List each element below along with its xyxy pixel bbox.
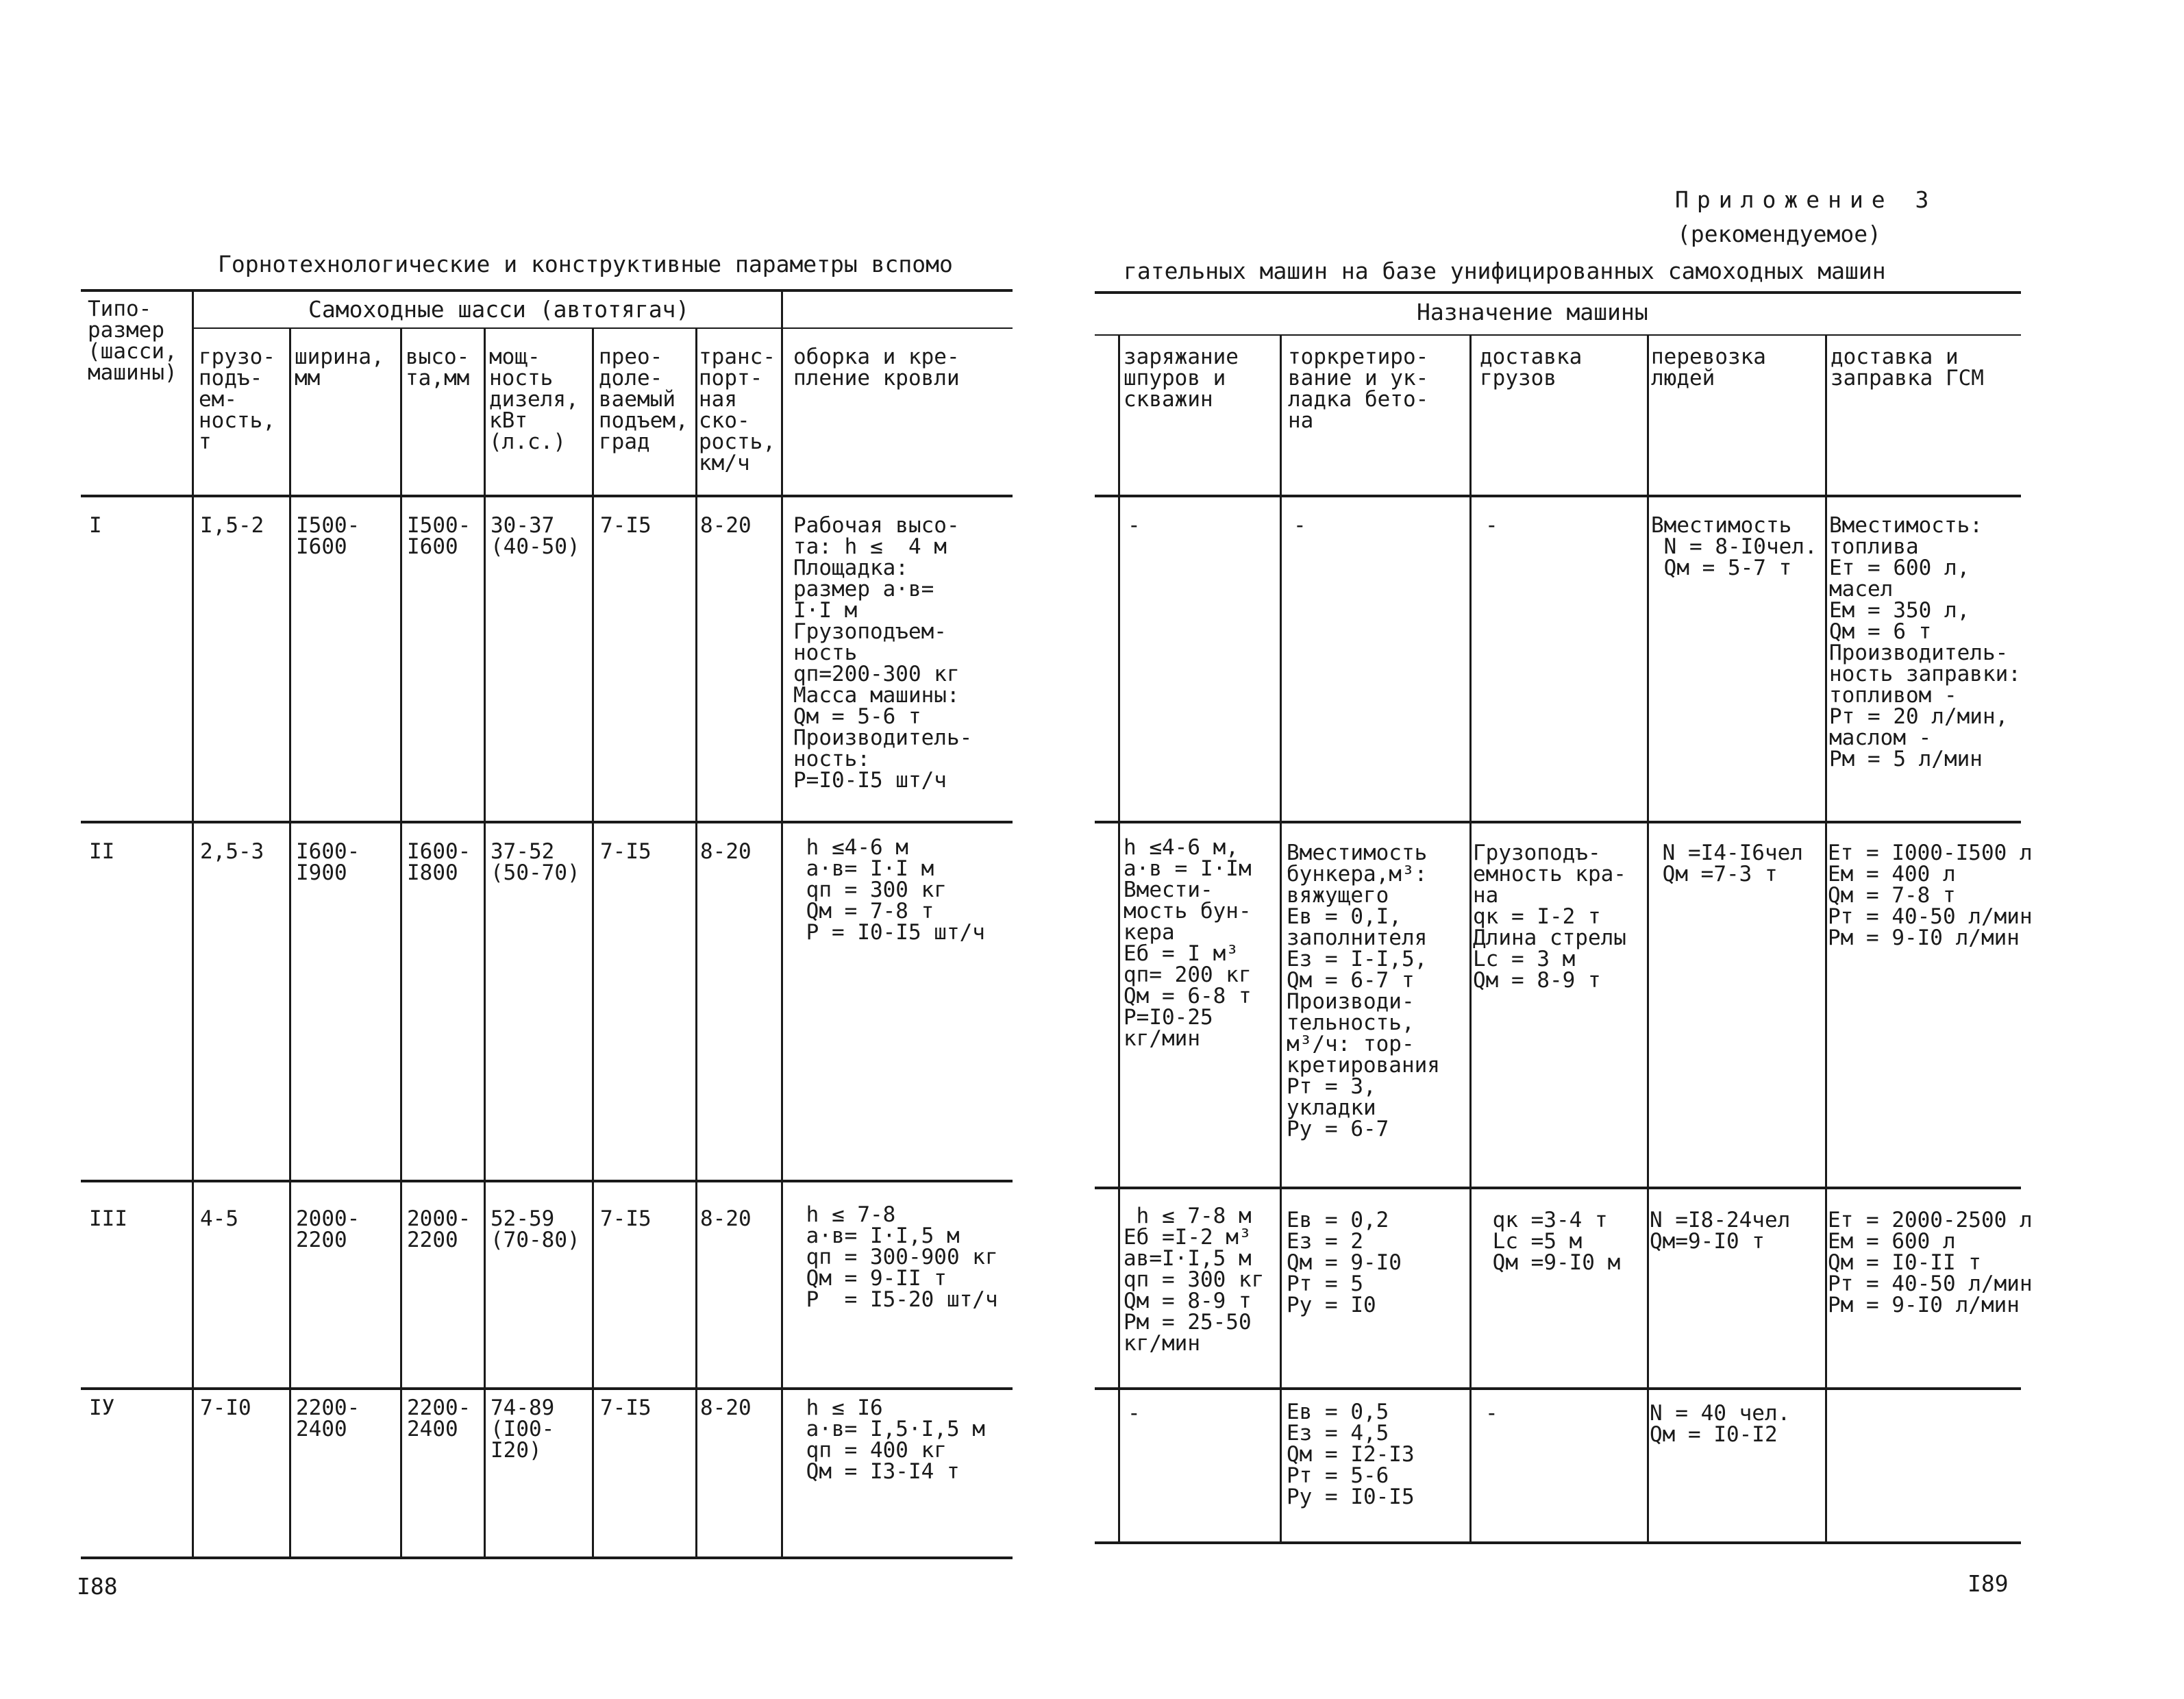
row2-width: I600- I900	[296, 839, 360, 885]
r-row4-cargo: -	[1485, 1401, 1498, 1426]
row4-roof: h ≤ I6 a·в= I,5·I,5 м qп = 400 кг Qм = I3-I4 т	[806, 1396, 985, 1484]
r-row4-shotcrete: Eв = 0,5 Eз = 4,5 Qм = I2-I3 Pт = 5-6 Pу = I0-I5	[1287, 1400, 1415, 1509]
header-grade: прео- доле- ваемый подъем, град	[599, 345, 688, 454]
header-shotcrete: торкретиро- вание и ук- ладка бето- на	[1288, 345, 1429, 433]
row3-size: III	[89, 1206, 127, 1231]
header-power: мощ- ность дизеля, кВт (л.с.)	[489, 345, 579, 454]
left-group-header: Самоходные шасси (автотягач)	[308, 296, 690, 323]
page-number-right: I89	[1968, 1570, 2009, 1597]
row4-width: 2200- 2400	[296, 1396, 360, 1441]
r-row2-people: N =I4-I6чел Qм =7-3 т	[1662, 841, 1803, 886]
row1-height: I500- I600	[407, 513, 471, 559]
row3-height: 2000- 2200	[407, 1206, 471, 1252]
row3-width: 2000- 2200	[296, 1206, 360, 1252]
r-row2-shotcrete: Вместимость бункера,м³: вяжущего Eв = 0,I, заполнителя Eз = I-I,5, Qм = 6-7 т Производи- тельность, м³/ч: тор- кретирования Pт = 3, укладки Pу = 6-7	[1287, 841, 1440, 1141]
row4-height: 2200- 2400	[407, 1396, 471, 1441]
r-row2-fuel: Eт = I000-I500 л Eм = 400 л Qм = 7-8 т Pт = 40-50 л/мин Pм = 9-I0 л/мин	[1828, 841, 2033, 950]
r-row1-shotcrete: -	[1293, 513, 1306, 538]
caption-right: гательных машин на базе унифицированных самоходных машин	[1124, 258, 1886, 284]
row3-speed: 8-20	[700, 1206, 752, 1231]
row4-size: IУ	[89, 1396, 115, 1420]
appendix-subtitle: (рекомендуемое)	[1677, 221, 1882, 247]
row1-speed: 8-20	[700, 513, 752, 538]
appendix-title: Приложение 3	[1675, 186, 1937, 213]
header-width: ширина, мм	[295, 345, 384, 390]
row2-speed: 8-20	[700, 839, 752, 864]
r-row3-shotcrete: Eв = 0,2 Eз = 2 Qм = 9-I0 Pт = 5 Pу = I0	[1287, 1208, 1402, 1317]
header-fuel: доставка и заправка ГСМ	[1831, 345, 1984, 390]
row3-roof: h ≤ 7-8 a·в= I·I,5 м qп = 300-900 кг Qм = 9-II т P = I5-20 шт/ч	[806, 1202, 998, 1312]
row4-grade: 7-I5	[600, 1396, 652, 1420]
row2-power: 37-52 (50-70)	[491, 839, 580, 885]
header-size: Типо- размер (шасси, машины)	[88, 297, 177, 385]
header-speed: транс- порт- ная ско- рость, км/ч	[699, 345, 775, 475]
row1-roof: Рабочая высо- та: h ≤ 4 м Площадка: размер a·в= I·I м Грузоподъем- ность qп=200-300 кг Масса машины: Qм = 5-6 т Производитель- ность: P=I0-I5 шт/ч	[793, 513, 973, 793]
r-row1-cargo: -	[1485, 513, 1498, 538]
row4-capacity: 7-I0	[200, 1396, 251, 1420]
r-row4-people: N = 40 чел. Qм = I0-I2	[1650, 1401, 1791, 1447]
row3-capacity: 4-5	[200, 1206, 238, 1231]
row2-size: II	[89, 839, 115, 864]
r-row3-charging: h ≤ 7-8 м Eб =I-2 м³ aв=I·I,5 м qп = 300 кг Qм = 8-9 т Pм = 25-50 кг/мин	[1124, 1204, 1265, 1356]
row1-grade: 7-I5	[600, 513, 652, 538]
header-people: перевозка людей	[1651, 345, 1766, 390]
row2-roof: h ≤4-6 м a·в= I·I м qп = 300 кг Qм = 7-8 т P = I0-I5 шт/ч	[806, 835, 985, 945]
page-number-left: I88	[77, 1573, 118, 1600]
row3-power: 52-59 (70-80)	[491, 1206, 580, 1252]
r-row1-fuel: Вместимость: топлива Eт = 600 л, масел Eм = 350 л, Qм = 6 т Производитель- ность заправки: топливом - Pт = 20 л/мин, маслом - Pм = 5 л/мин	[1829, 513, 2021, 771]
header-charging: заряжание шпуров и скважин	[1124, 345, 1239, 412]
row1-power: 30-37 (40-50)	[491, 513, 580, 559]
row4-power: 74-89 (I00- I20)	[491, 1396, 555, 1463]
caption-left: Горнотехнологические и конструктивные параметры вспомо	[218, 251, 953, 277]
r-row2-cargo: Грузоподъ- емность кра- на qк = I-2 т Длина стрелы Lс = 3 м Qм = 8-9 т	[1473, 841, 1626, 993]
row2-capacity: 2,5-3	[200, 839, 264, 864]
row2-grade: 7-I5	[600, 839, 652, 864]
row1-width: I500- I600	[296, 513, 360, 559]
r-row2-charging: h ≤4-6 м, a·в = I·Iм Вмести- мость бун- кера Eб = I м³ qп= 200 кг Qм = 6-8 т P=I0-25 кг/мин	[1124, 835, 1252, 1051]
row1-size: I	[89, 513, 102, 538]
r-row3-people: N =I8-24чел Qм=9-I0 т	[1650, 1208, 1791, 1254]
r-row4-charging: -	[1128, 1401, 1141, 1426]
row1-capacity: I,5-2	[200, 513, 264, 538]
row4-speed: 8-20	[700, 1396, 752, 1420]
header-cargo: доставка грузов	[1480, 345, 1583, 390]
row3-grade: 7-I5	[600, 1206, 652, 1231]
row2-height: I600- I800	[407, 839, 471, 885]
r-row1-charging: -	[1128, 513, 1141, 538]
header-height: высо- та,мм	[406, 345, 470, 390]
header-roof: оборка и кре- пление кровли	[793, 345, 960, 390]
right-group-header: Назначение машины	[1417, 299, 1648, 325]
header-capacity: грузо- подъ- ем- ность, т	[199, 345, 275, 454]
r-row3-cargo: qк =3-4 т Lс =5 м Qм =9-I0 м	[1492, 1208, 1621, 1275]
r-row1-people: Вместимость N = 8-I0чел. Qм = 5-7 т	[1651, 513, 1817, 580]
r-row3-fuel: Eт = 2000-2500 л Eм = 600 л Qм = I0-II т Pт = 40-50 л/мин Pм = 9-I0 л/мин	[1828, 1208, 2033, 1317]
